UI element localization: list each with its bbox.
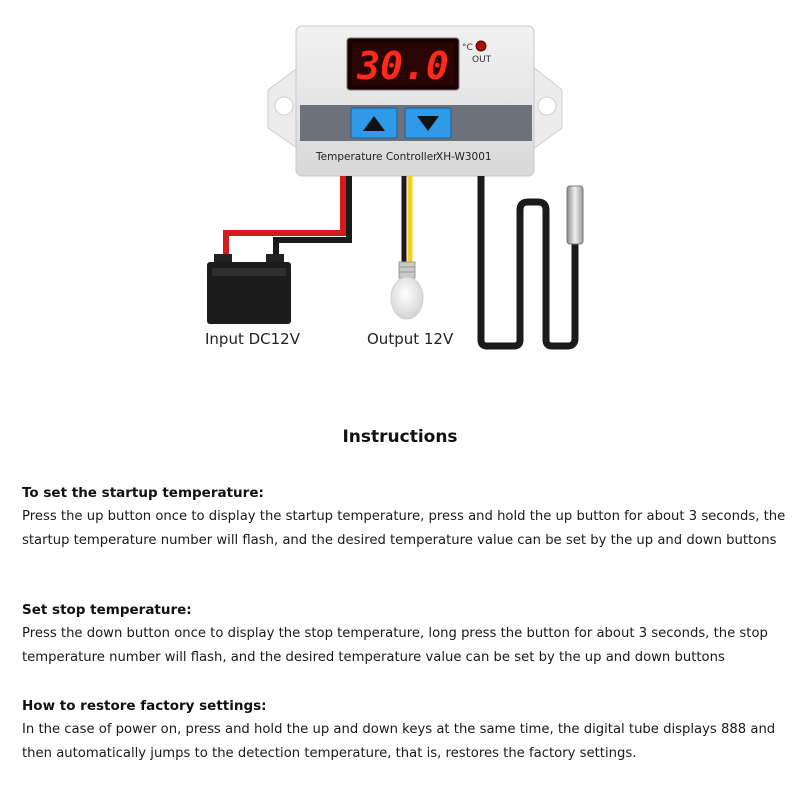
section-body: Press the up button once to display the startup temperature, press and hold the up button for about 3 seconds, the startup temperature number will flash, and the desired temperature value can be set by the up and down buttons [22, 509, 786, 548]
instruction-section-factory-reset [22, 695, 794, 766]
section-body: In the case of power on, press and hold the up and down keys at the same time, the digital tube displays 888 and then automatically jumps to the detection temperature, that is, restores the factory settings. [22, 722, 776, 761]
sensor-cable [481, 176, 575, 346]
model-label: XH-W3001 [436, 151, 492, 163]
input-label: Input DC12V [205, 330, 300, 348]
section-body: Press the down button once to display the stop temperature, long press the button for about 3 seconds, the stop temperature number will flash, and the desired temperature value can be set by the up and down buttons [22, 626, 768, 665]
unit-label: °C [462, 43, 473, 53]
display-value: 30.0 [357, 44, 449, 88]
out-indicator-led [476, 41, 486, 51]
temperature-probe [567, 186, 583, 244]
out-label: OUT [472, 55, 492, 65]
instruction-section-startup [22, 482, 794, 553]
instructions-heading: Instructions [342, 427, 458, 447]
instruction-section-stop [22, 599, 794, 670]
light-bulb-icon [391, 262, 423, 319]
up-button[interactable] [351, 108, 397, 138]
section-title: To set the startup temperature: [22, 485, 264, 501]
power-source-icon [207, 254, 291, 324]
section-title: Set stop temperature: [22, 602, 192, 618]
device-name-label: Temperature Controller [316, 151, 438, 163]
output-wires [404, 176, 410, 262]
section-title: How to restore factory settings: [22, 698, 267, 714]
down-button[interactable] [405, 108, 451, 138]
output-label: Output 12V [367, 330, 454, 348]
input-wires [226, 176, 349, 262]
